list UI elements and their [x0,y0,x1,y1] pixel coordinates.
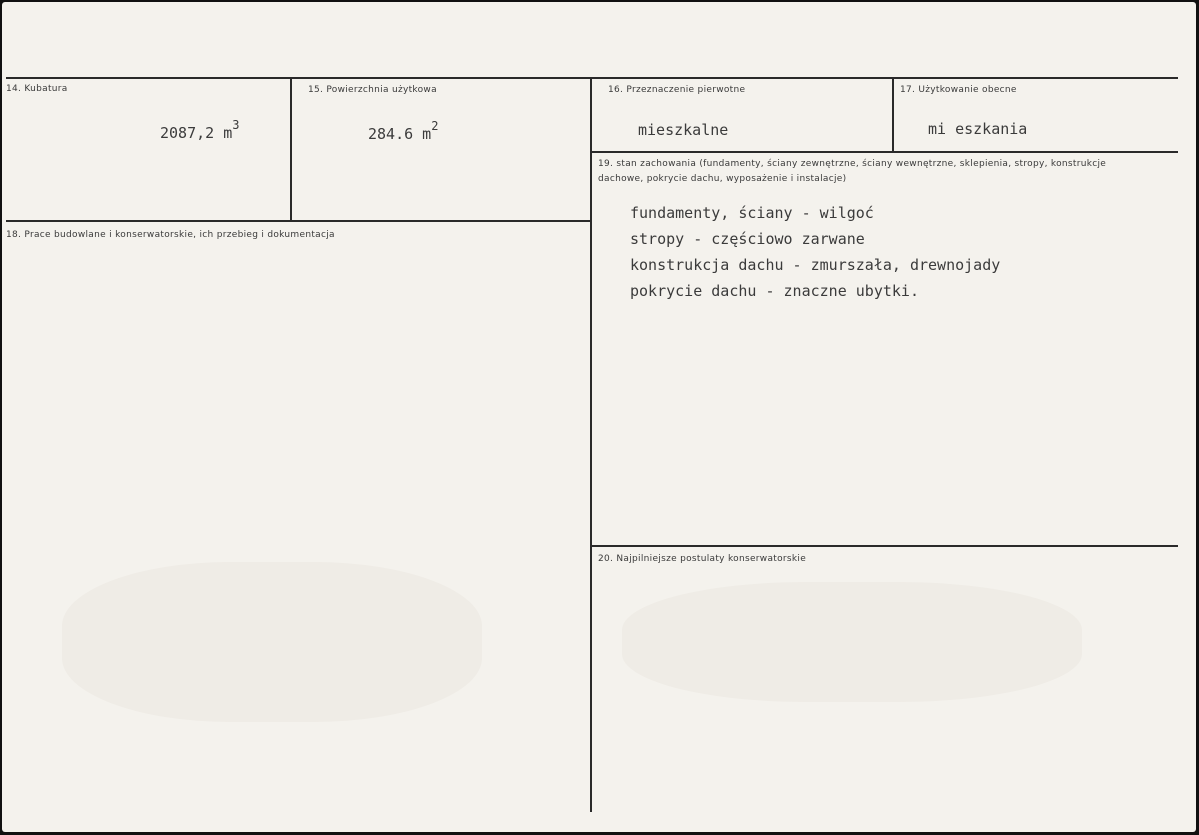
paper-stain [62,562,482,722]
paper-stain [622,582,1082,702]
divider-14-15 [290,79,292,222]
field-19-line: fundamenty, ściany - wilgoć [630,204,874,222]
record-card [2,2,1196,832]
field-15-exponent: 2 [431,119,439,133]
field-19-text [630,200,1000,304]
rule-under-14-15 [6,220,590,222]
field-15-label: 15. Powierzchnia użytkowa [308,85,437,95]
field-17-value: mi eszkania [928,120,1028,138]
rule-above-20 [590,545,1178,547]
field-16-value: mieszkalne [638,121,729,139]
rule-under-16-17 [590,151,1178,153]
field-18-label: 18. Prace budowlane i konserwatorskie, ich przebieg i dokumentacja [6,230,335,240]
field-19-line: pokrycie dachu - znaczne ubytki. [630,282,919,300]
field-15-value: 284.6 $m^2$ [368,119,439,143]
field-19-line: konstrukcja dachu - zmurszała, drewnojady [630,256,1001,274]
field-17-label: 17. Użytkowanie obecne [900,85,1017,95]
field-20-label: 20. Najpilniejsze postulaty konserwatorskie [598,554,807,564]
field-19-line: stropy - częściowo zarwane [630,230,865,248]
field-14-value: 2087,2 $m^3$ [160,118,240,142]
field-19-label: 19. stan zachowania (fundamenty, ściany zewnętrzne, ściany wewnętrzne, sklepienia, stropy, konstrukcje dachowe, pokrycie dachu, wyposażenie i instalacje) [598,159,1107,184]
field-14-label: 14. Kubatura [6,84,68,94]
divider-16-17 [892,79,894,151]
field-16-label: 16. Przeznaczenie pierwotne [608,85,746,95]
top-rule [6,77,1178,79]
field-14-exponent: 3 [232,118,240,132]
center-divider [590,79,592,812]
